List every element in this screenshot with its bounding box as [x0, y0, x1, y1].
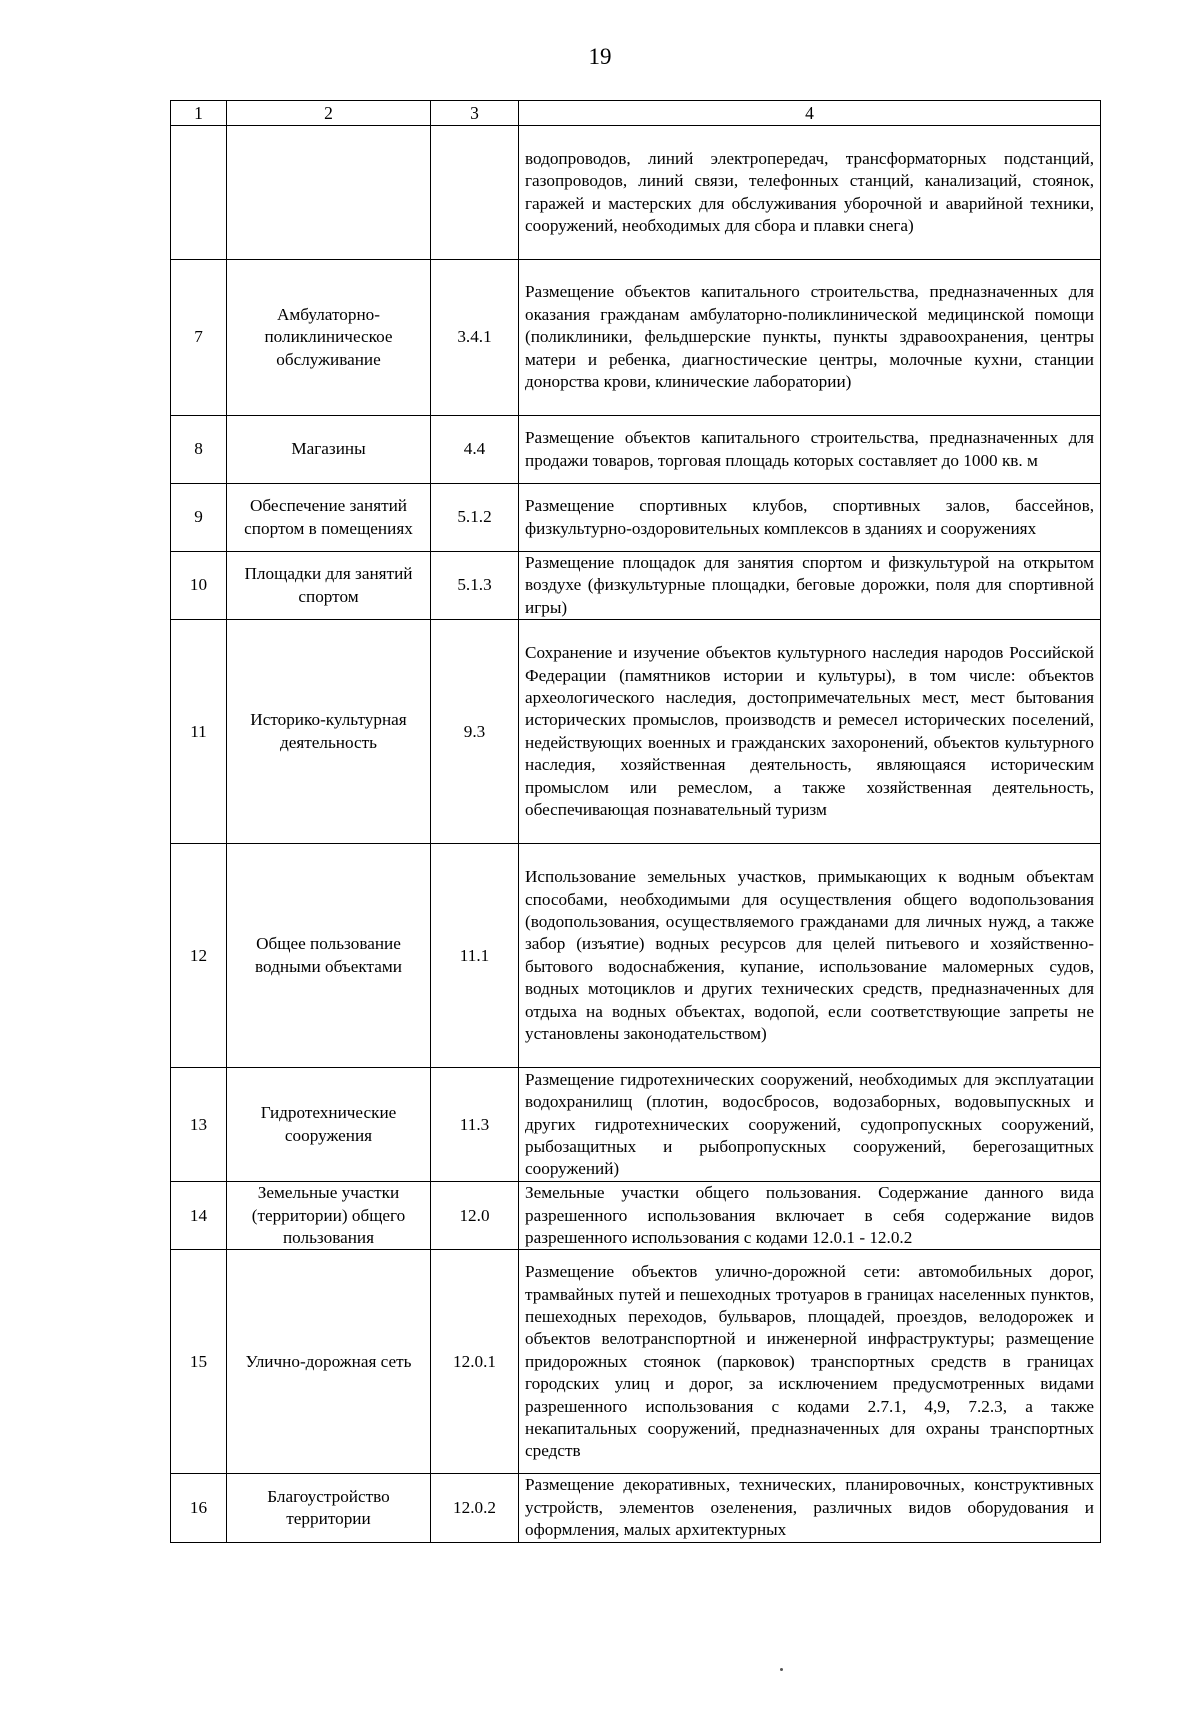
- header-col-2: 2: [227, 101, 431, 126]
- row-number: 10: [171, 552, 227, 620]
- scan-speck: [780, 1668, 783, 1671]
- use-description: Использование земельных участков, примыкающих к водным объектам способами, необходимыми для осуществления общего водопользования (водопользования, осуществляемого гражданами для личных нужд, а также забор (изъятие) водных ресурсов для целей питьевого и хозяйственно-бытового водоснабжения, купание, использование маломерных судов, водных мотоциклов и других технических средств, предназначенных для отдыха на водных объектах, водопой, если соответствующие запреты не установлены законодательством): [519, 844, 1101, 1068]
- use-description: Сохранение и изучение объектов культурного наследия народов Российской Федерации (памятников истории и культуры), в том числе: объектов археологического наследия, достопримечательных мест, мест бытования исторических промыслов, производств и ремесел исторических поселений, недействующих военных и гражданских захоронений, объектов культурного наследия, хозяйственная деятельность, являющаяся историческим промыслом или ремеслом, а также хозяйственная деятельность, обеспечивающая познавательный туризм: [519, 620, 1101, 844]
- row-number: 16: [171, 1474, 227, 1542]
- use-code: 11.3: [431, 1068, 519, 1182]
- land-use-table: [170, 100, 1101, 1543]
- use-description: Размещение объектов улично-дорожной сети: автомобильных дорог, трамвайных путей и пешеходных тротуаров в границах населенных пунктов, пешеходных переходов, бульваров, площадей, проездов, велодорожек и объектов велотранспортной и инженерной инфраструктуры; размещение придорожных стоянок (парковок) транспортных средств в границах городских улиц и дорог, за исключением предусмотренных видами разрешенного использования с кодами 2.7.1, 4,9, 7.2.3, а также некапитальных сооружений, предназначенных для охраны транспортных средств: [519, 1250, 1101, 1474]
- header-col-1: 1: [171, 101, 227, 126]
- use-name: Земельные участки (территории) общего пользования: [227, 1182, 431, 1250]
- use-description: Размещение объектов капитального строительства, предназначенных для продажи товаров, торговая площадь которых составляет до 1000 кв. м: [519, 416, 1101, 484]
- use-code: 12.0: [431, 1182, 519, 1250]
- use-description: Размещение декоративных, технических, планировочных, конструктивных устройств, элементов озеленения, различных видов оборудования и оформления, малых архитектурных: [519, 1474, 1101, 1542]
- row-number: 14: [171, 1182, 227, 1250]
- row-number: 8: [171, 416, 227, 484]
- use-name: Амбулаторно-поликлиническое обслуживание: [227, 260, 431, 416]
- use-description: Размещение спортивных клубов, спортивных залов, бассейнов, физкультурно-оздоровительных комплексов в зданиях и сооружениях: [519, 484, 1101, 552]
- row-number: 11: [171, 620, 227, 844]
- use-code: 4.4: [431, 416, 519, 484]
- use-code: 12.0.1: [431, 1250, 519, 1474]
- use-code: 9.3: [431, 620, 519, 844]
- row-number: 7: [171, 260, 227, 416]
- use-description: Размещение гидротехнических сооружений, необходимых для эксплуатации водохранилищ (плотин, водосбросов, водозаборных, водовыпускных и других гидротехнических сооружений, судопропускных сооружений, рыбозащитных и рыбопропускных сооружений, берегозащитных сооружений): [519, 1068, 1101, 1182]
- table-row: [171, 552, 1101, 620]
- use-code: 12.0.2: [431, 1474, 519, 1542]
- row-number: 13: [171, 1068, 227, 1182]
- table-row: [171, 1474, 1101, 1542]
- row-number: [171, 126, 227, 260]
- use-name: Улично-дорожная сеть: [227, 1250, 431, 1474]
- use-code: 5.1.3: [431, 552, 519, 620]
- use-code: 3.4.1: [431, 260, 519, 416]
- use-description: Размещение площадок для занятия спортом и физкультурой на открытом воздухе (физкультурные площадки, беговые дорожки, поля для спортивной игры): [519, 552, 1101, 620]
- use-name: Обеспечение занятий спортом в помещениях: [227, 484, 431, 552]
- row-number: 15: [171, 1250, 227, 1474]
- table-row: [171, 620, 1101, 844]
- table-row: [171, 1068, 1101, 1182]
- table-row: [171, 126, 1101, 260]
- table-header-row: [171, 101, 1101, 126]
- use-name: Историко-культурная деятельность: [227, 620, 431, 844]
- table-row: [171, 260, 1101, 416]
- table-row: [171, 484, 1101, 552]
- table-row: [171, 416, 1101, 484]
- row-number: 9: [171, 484, 227, 552]
- header-col-4: 4: [519, 101, 1101, 126]
- use-name: Магазины: [227, 416, 431, 484]
- header-col-3: 3: [431, 101, 519, 126]
- page-number: 19: [588, 44, 612, 69]
- use-description: Размещение объектов капитального строительства, предназначенных для оказания гражданам амбулаторно-поликлинической медицинской помощи (поликлиники, фельдшерские пункты, пункты здравоохранения, центры матери и ребенка, диагностические центры, молочные кухни, станции донорства крови, клинические лаборатории): [519, 260, 1101, 416]
- use-name: Общее пользование водными объектами: [227, 844, 431, 1068]
- table-row: [171, 844, 1101, 1068]
- use-code: 11.1: [431, 844, 519, 1068]
- use-name: [227, 126, 431, 260]
- use-code: 5.1.2: [431, 484, 519, 552]
- row-number: 12: [171, 844, 227, 1068]
- use-name: Площадки для занятий спортом: [227, 552, 431, 620]
- use-name: Гидротехнические сооружения: [227, 1068, 431, 1182]
- use-description: водопроводов, линий электропередач, трансформаторных подстанций, газопроводов, линий связи, телефонных станций, канализаций, стоянок, гаражей и мастерских для обслуживания уборочной и аварийной техники, сооружений, необходимых для сбора и плавки снега): [519, 126, 1101, 260]
- use-name: Благоустройство территории: [227, 1474, 431, 1542]
- use-code: [431, 126, 519, 260]
- table-row: [171, 1182, 1101, 1250]
- table-row: [171, 1250, 1101, 1474]
- use-description: Земельные участки общего пользования. Содержание данного вида разрешенного использования включает в себя содержание видов разрешенного использования с кодами 12.0.1 - 12.0.2: [519, 1182, 1101, 1250]
